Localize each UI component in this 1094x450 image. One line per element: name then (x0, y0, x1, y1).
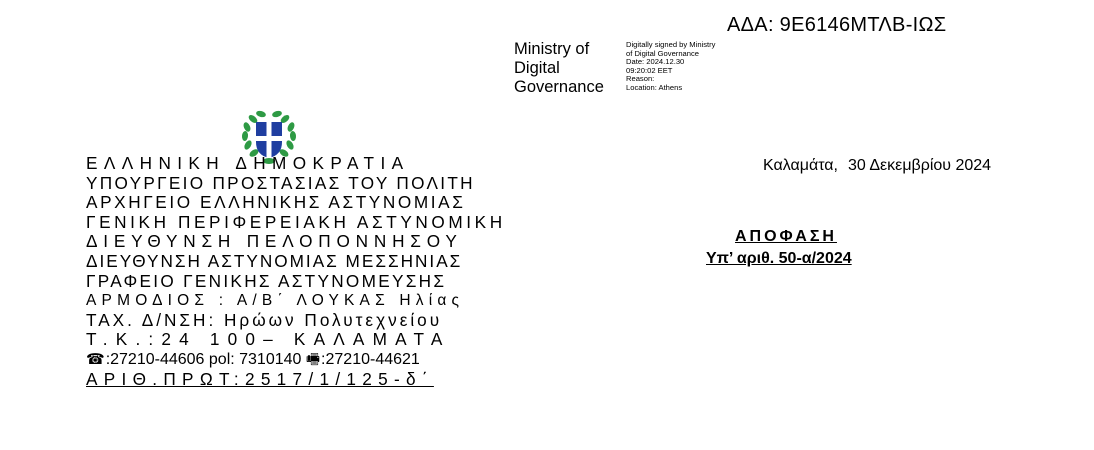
ada-code: ΑΔΑ: 9Ε6146ΜΤΛΒ-ΙΩΣ (727, 14, 947, 36)
header-line-headquarters: ΑΡΧΗΓΕΙΟ ΕΛΛΗΝΙΚΗΣ ΑΣΤΥΝΟΜΙΑΣ (86, 192, 466, 213)
decision-title: ΑΠΟΦΑΣΗ (735, 228, 837, 245)
header-line-contact (86, 350, 526, 370)
signature-org-line: Governance (514, 78, 604, 96)
signature-org-line: Digital (514, 59, 560, 77)
signature-org-line: Ministry of (514, 40, 590, 58)
decision-number: Υπ’ αριθ. 50-α/2024 (706, 250, 852, 267)
signature-meta-line: Location: Athens (626, 82, 683, 92)
header-line-address: ΤΑΧ. Δ/ΝΣΗ: Ηρώων Πολυτεχνείου (86, 309, 443, 330)
header-line-police-directorate: ΔΙΕΥΘΥΝΣΗ ΑΣΤΥΝΟΜΙΑΣ ΜΕΣΣΗΝΙΑΣ (86, 250, 463, 271)
date: 30 Δεκεμβρίου 2024 (848, 157, 992, 174)
issuing-authority-header (86, 154, 526, 389)
signature-meta-line: Date: 2024.12.30 (626, 57, 685, 66)
header-line-state: ΕΛΛΗΝΙΚΗ ΔΗΜΟΚΡΑΤΙΑ (86, 153, 410, 173)
header-line-region: ΔΙΕΥΘΥΝΣΗ ΠΕΛΟΠΟΝΝΗΣΟΥ (86, 231, 463, 252)
header-line-office: ΓΡΑΦΕΙΟ ΓΕΝΙΚΗΣ ΑΣΤΥΝΟΜΕΥΣΗΣ (86, 270, 447, 291)
signature-meta-line: Reason: (626, 74, 655, 83)
header-line-general-directorate: ΓΕΝΙΚΗ ΠΕΡΙΦΕΡΕΙΑΚΗ ΑΣΤΥΝΟΜΙΚΗ (86, 211, 506, 232)
phone-numbers: :27210-44606 pol: 7310140 (105, 350, 302, 368)
header-line-responsible: ΑΡΜΟΔΙΟΣ : Α/Β΄ ΛΟΥΚΑΣ Ηλίας (86, 292, 465, 310)
protocol-number: ΑΡΙΘ.ΠΡΩΤ:2517/1/125-δ΄ (86, 368, 434, 389)
telephone-icon: ☎ (86, 350, 105, 368)
fax-icon: 🖷 (305, 350, 321, 368)
signature-meta-line: of Digital Governance (626, 48, 700, 58)
fax-number: :27210-44621 (321, 350, 420, 368)
signature-organization (514, 40, 604, 97)
signature-meta-line: 09:20:02 EET (626, 65, 673, 75)
place-and-date (763, 157, 991, 175)
header-line-ministry: ΥΠΟΥΡΓΕΙΟ ΠΡΟΣΤΑΣΙΑΣ ΤΟΥ ΠΟΛΙΤΗ (86, 172, 475, 193)
signature-details (626, 41, 715, 92)
place: Καλαμάτα, (763, 157, 838, 174)
signature-meta-line: Digitally signed by Ministry (626, 40, 716, 49)
header-line-postal-code: Τ.Κ.:24 100– ΚΑΛΑΜΑΤΑ (86, 329, 451, 350)
